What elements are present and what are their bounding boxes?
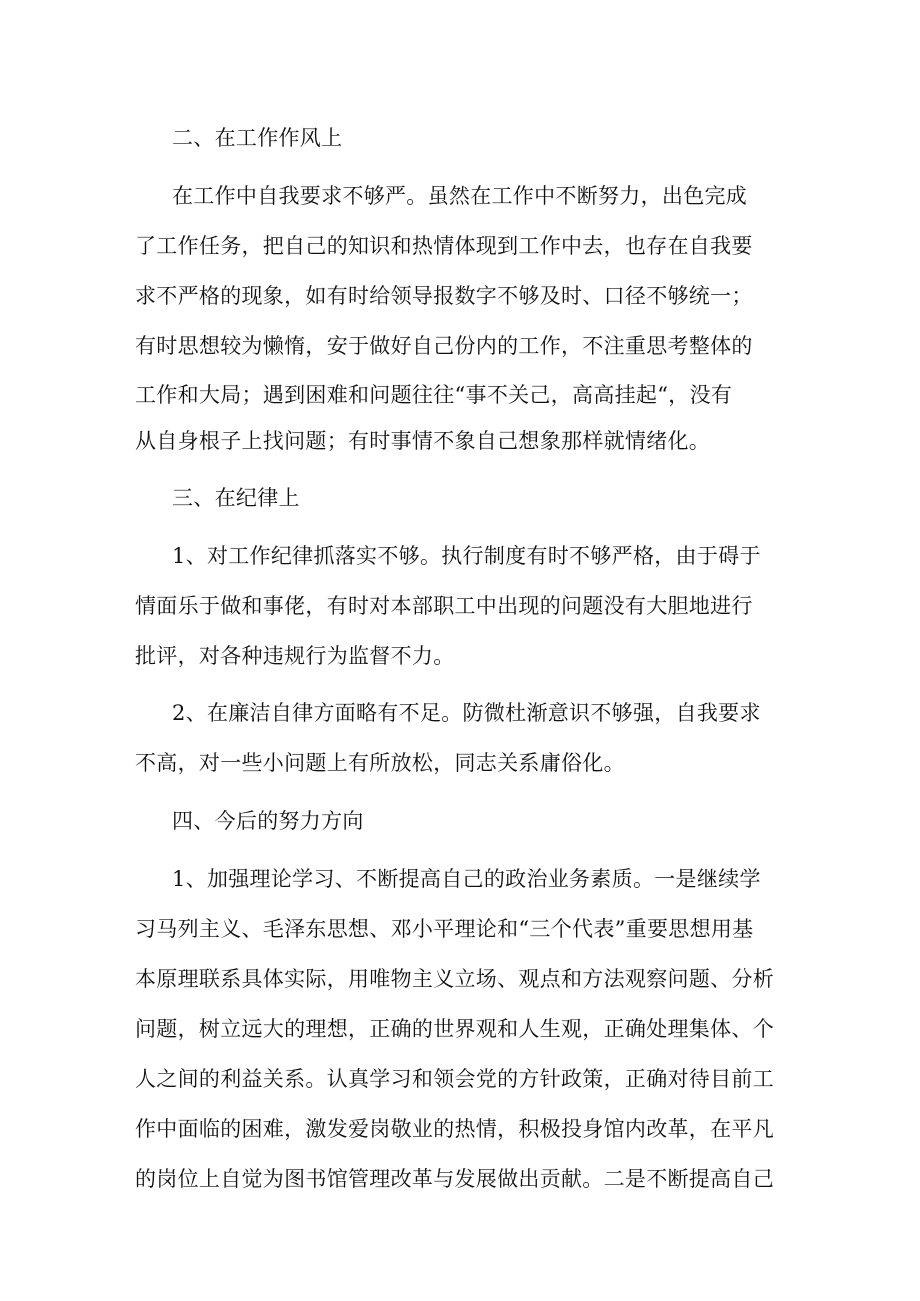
paragraph-line: 有时思想较为懒惰，安于做好自己份内的工作，不注重思考整体的 xyxy=(135,334,753,358)
paragraph-line: 本原理联系具体实际，用唯物主义立场、观点和方法观察问题、分析 xyxy=(135,967,774,991)
paragraph-line: 问题，树立远大的理想，正确的世界观和人生观，正确处理集体、个 xyxy=(135,1017,774,1041)
heading-future-direction: 四、今后的努力方向 xyxy=(172,809,364,833)
paragraph-line: 人之间的利益关系。认真学习和领会党的方针政策，正确对待目前工 xyxy=(135,1067,774,1091)
paragraph-line: 情面乐于做和事佬，有时对本部职工中出现的问题没有大胆地进行 xyxy=(135,594,753,618)
paragraph-line: 从自身根子上找问题；有时事情不象自己想象那样就情绪化。 xyxy=(135,429,711,453)
heading-work-style: 二、在工作作风上 xyxy=(172,126,343,150)
paragraph-line: 不高，对一些小问题上有所放松，同志关系庸俗化。 xyxy=(135,751,625,775)
paragraph-line: 了工作任务，把自己的知识和热情体现到工作中去，也存在自我要 xyxy=(135,234,753,258)
paragraph-line: 1、加强理论学习、不断提高自己的政治业务素质。一是继续学 xyxy=(172,867,761,891)
paragraph-line: 2、在廉洁自律方面略有不足。防微杜渐意识不够强，自我要求 xyxy=(172,701,761,725)
paragraph-line: 作中面临的困难，激发爱岗敬业的热情，积极投身馆内改革，在平凡 xyxy=(135,1117,774,1141)
paragraph-line: 1、对工作纪律抓落实不够。执行制度有时不够严格，由于碍于 xyxy=(172,544,761,568)
paragraph-line: 习马列主义、毛泽东思想、邓小平理论和“三个代表”重要思想用基 xyxy=(135,917,754,941)
paragraph-line: 的岗位上自觉为图书馆管理改革与发展做出贡献。二是不断提高自己 xyxy=(135,1167,774,1191)
paragraph-line: 工作和大局；遇到困难和问题往往“事不关己，高高挂起“，没有 xyxy=(135,383,733,407)
paragraph-line: 在工作中自我要求不够严。虽然在工作中不断努力，出色完成 xyxy=(172,184,748,208)
paragraph-line: 批评，对各种违规行为监督不力。 xyxy=(135,644,455,668)
heading-discipline: 三、在纪律上 xyxy=(172,486,300,510)
paragraph-line: 求不严格的现象，如有时给领导报数字不够及时、口径不够统一； xyxy=(135,284,753,308)
